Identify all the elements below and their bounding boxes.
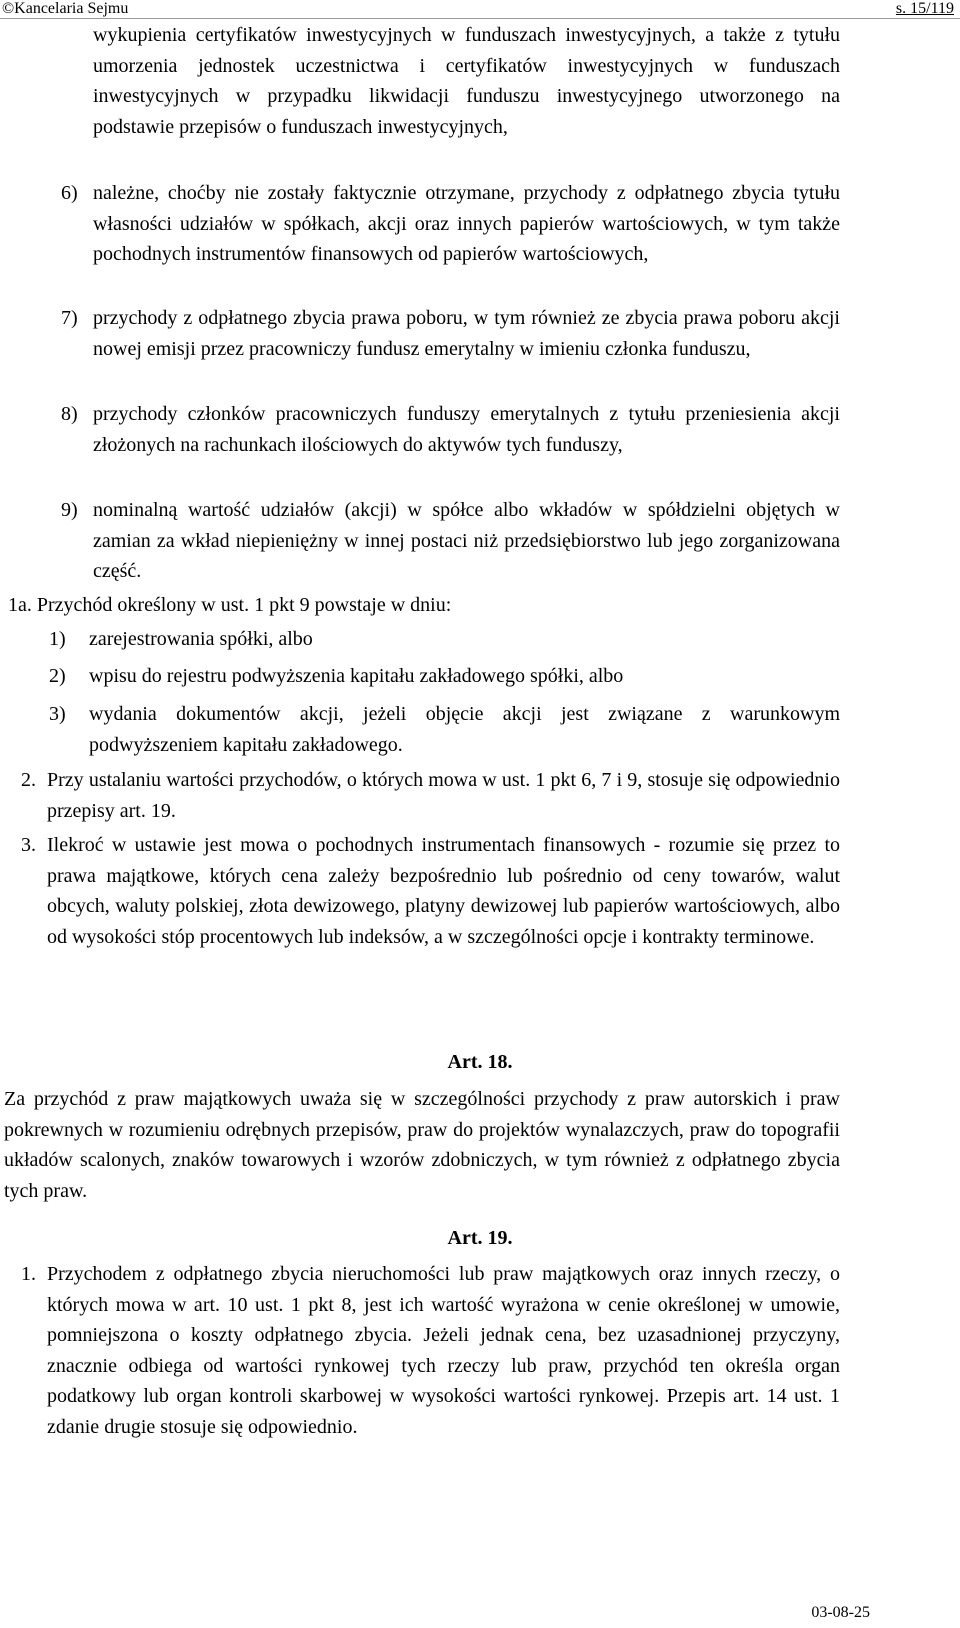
paragraph-3 (21, 830, 840, 952)
list-item-8 (61, 399, 840, 460)
sub-item-3-label: 3) (49, 703, 66, 725)
footer-date: 03-08-25 (811, 1604, 870, 1621)
paragraph-1a: 1a. Przychód określony w ust. 1 pkt 9 powstaje w dniu: (8, 594, 452, 616)
item-5-continuation: wykupienia certyfikatów inwestycyjnych w funduszach inwestycyjnych, a także z tytułu umorzenia jednostek uczestnictwa i certyfikatów inwestycyjnych w funduszach inwestycyjnych w przypadku likwidacji funduszu inwestycyjnego utworzonego na podstawie przepisów o funduszach inwestycyjnych, (93, 24, 840, 138)
list-item-7 (61, 303, 840, 364)
sub-item-1 (49, 624, 840, 655)
paragraph-2-label: 2. (21, 769, 36, 791)
list-item-7-text: przychody z odpłatnego zbycia prawa poboru, w tym również ze zbycia prawa poboru akcji nowej emisji przez pracowniczy fundusz emerytalny w imieniu członka funduszu, (93, 307, 840, 360)
list-item-9 (61, 495, 840, 587)
article-19-paragraph-1 (21, 1259, 840, 1442)
paragraph-3-text: Ilekroć w ustawie jest mowa o pochodnych instrumentach finansowych - rozumie się przez to prawa majątkowe, których cena zależy bezpośrednio lub pośrednio od ceny towarów, walut obcych, waluty polskiej, złota dewizowego, platyny dewizowej lub papierów wartościowych, albo od wysokości stóp procentowych lub indeksów, a w szczególności opcje i kontrakty terminowe. (47, 834, 840, 948)
article-19-title: Art. 19. (447, 1227, 513, 1249)
list-item-7-label: 7) (61, 307, 78, 329)
sub-item-1-text: zarejestrowania spółki, albo (89, 628, 313, 650)
list-item-8-label: 8) (61, 403, 78, 425)
paragraph-2-text: Przy ustalaniu wartości przychodów, o których mowa w ust. 1 pkt 6, 7 i 9, stosuje się odpowiednio przepisy art. 19. (47, 769, 840, 822)
list-item-6-text: należne, choćby nie zostały faktycznie otrzymane, przychody z odpłatnego zbycia tytułu własności udziałów w spółkach, akcji oraz innych papierów wartościowych, w tym także pochodnych instrumentów finansowych od papierów wartościowych, (93, 182, 840, 265)
article-19-paragraph-1-label: 1. (21, 1263, 36, 1285)
article-18-text: Za przychód z praw majątkowych uważa się w szczególności przychody z praw autorskich i praw pokrewnych w rozumieniu odrębnych przepisów, praw do projektów wynalazczych, praw do topografii układów scalonych, znaków towarowych i wzorów zdobniczych, w tym również z odpłatnego zbycia tych praw. (4, 1088, 840, 1202)
sub-item-3 (49, 699, 840, 760)
list-item-6-label: 6) (61, 182, 78, 204)
list-item-9-text: nominalną wartość udziałów (akcji) w spółce albo wkładów w spółdzielni objętych w zamian za wkład niepieniężny w innej postaci niż przedsiębiorstwo lub jego zorganizowana część. (93, 499, 840, 582)
list-item-8-text: przychody członków pracowniczych funduszy emerytalnych z tytułu przeniesienia akcji złożonych na rachunkach ilościowych do aktywów tych funduszy, (93, 403, 840, 456)
paragraph-2 (21, 765, 840, 826)
sub-item-2 (49, 661, 840, 692)
sub-item-2-label: 2) (49, 665, 66, 687)
list-item-9-label: 9) (61, 499, 78, 521)
sub-item-3-text: wydania dokumentów akcji, jeżeli objęcie akcji jest związane z warunkowym podwyższeniem kapitału zakładowego. (89, 703, 840, 756)
list-item-6 (61, 178, 840, 270)
article-18-title: Art. 18. (447, 1051, 513, 1073)
paragraph-3-label: 3. (21, 834, 36, 856)
sub-item-2-text: wpisu do rejestru podwyższenia kapitału zakładowego spółki, albo (89, 665, 624, 687)
sub-item-1-label: 1) (49, 628, 66, 650)
header-rule (0, 18, 960, 19)
header-page-number (896, 0, 954, 18)
header-publisher: ©Kancelaria Sejmu (2, 0, 129, 17)
header-page-number-text: s. 15/119 (895, 0, 954, 17)
article-19-paragraph-1-text: Przychodem z odpłatnego zbycia nieruchomości lub praw majątkowych oraz innych rzeczy, o których mowa w art. 10 ust. 1 pkt 8, jest ich wartość wyrażona w cenie określonej w umowie, pomniejszona o koszty odpłatnego zbycia. Jeżeli jednak cena, bez uzasadnionej przyczyny, znacznie odbiega od wartości rynkowej tych rzeczy lub praw, przychód ten określa organ podatkowy lub organ kontroli skarbowej w wysokości wartości rynkowej. Przepis art. 14 ust. 1 zdanie drugie stosuje się odpowiednio. (47, 1263, 840, 1438)
